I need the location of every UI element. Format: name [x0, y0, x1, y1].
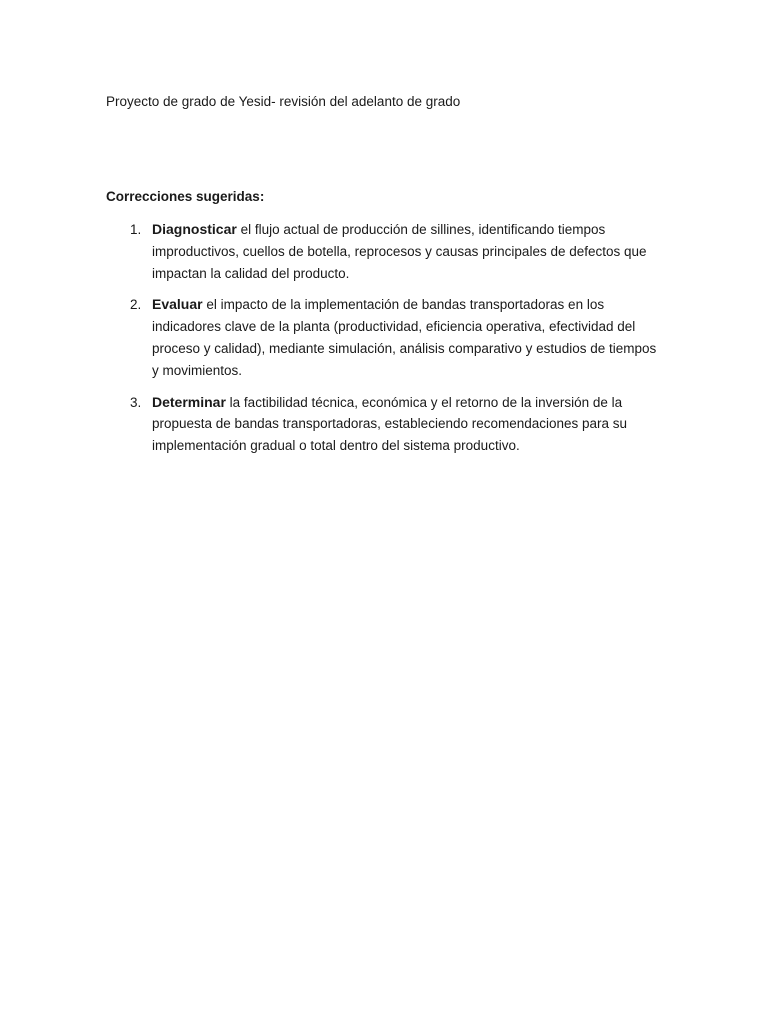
list-item-number: 1.: [130, 222, 142, 237]
section-heading: Correcciones sugeridas:: [106, 189, 265, 204]
list-item-text: el impacto de la implementación de bandas transportadoras en los indicadores clave de la planta (productividad, eficiencia operativa, efectividad del proceso y calidad), mediante simulación, análisis comparativo y estudios de tiempos y movimientos.: [152, 297, 657, 378]
document-header: Proyecto de grado de Yesid- revisión del adelanto de grado: [106, 94, 461, 109]
list-item-keyword: Diagnosticar: [152, 221, 237, 237]
list-item: [106, 392, 666, 457]
list-item: [106, 219, 666, 284]
list-item-text: la factibilidad técnica, económica y el retorno de la inversión de la propuesta de bandas transportadoras, estableciendo recomendaciones para su implementación gradual o total dentro del sistema productivo.: [152, 394, 628, 454]
list-item-text: el flujo actual de producción de sillines, identificando tiempos improductivos, cuellos de botella, reprocesos y causas principales de defectos que impactan la calidad del producto.: [152, 222, 647, 281]
list-item: [106, 294, 666, 381]
list-item-keyword: Evaluar: [152, 296, 203, 313]
list-item-number: 2.: [130, 297, 142, 313]
list-item-number: 3.: [130, 394, 142, 410]
corrections-list: [106, 219, 666, 467]
list-item-keyword: Determinar: [152, 393, 226, 410]
